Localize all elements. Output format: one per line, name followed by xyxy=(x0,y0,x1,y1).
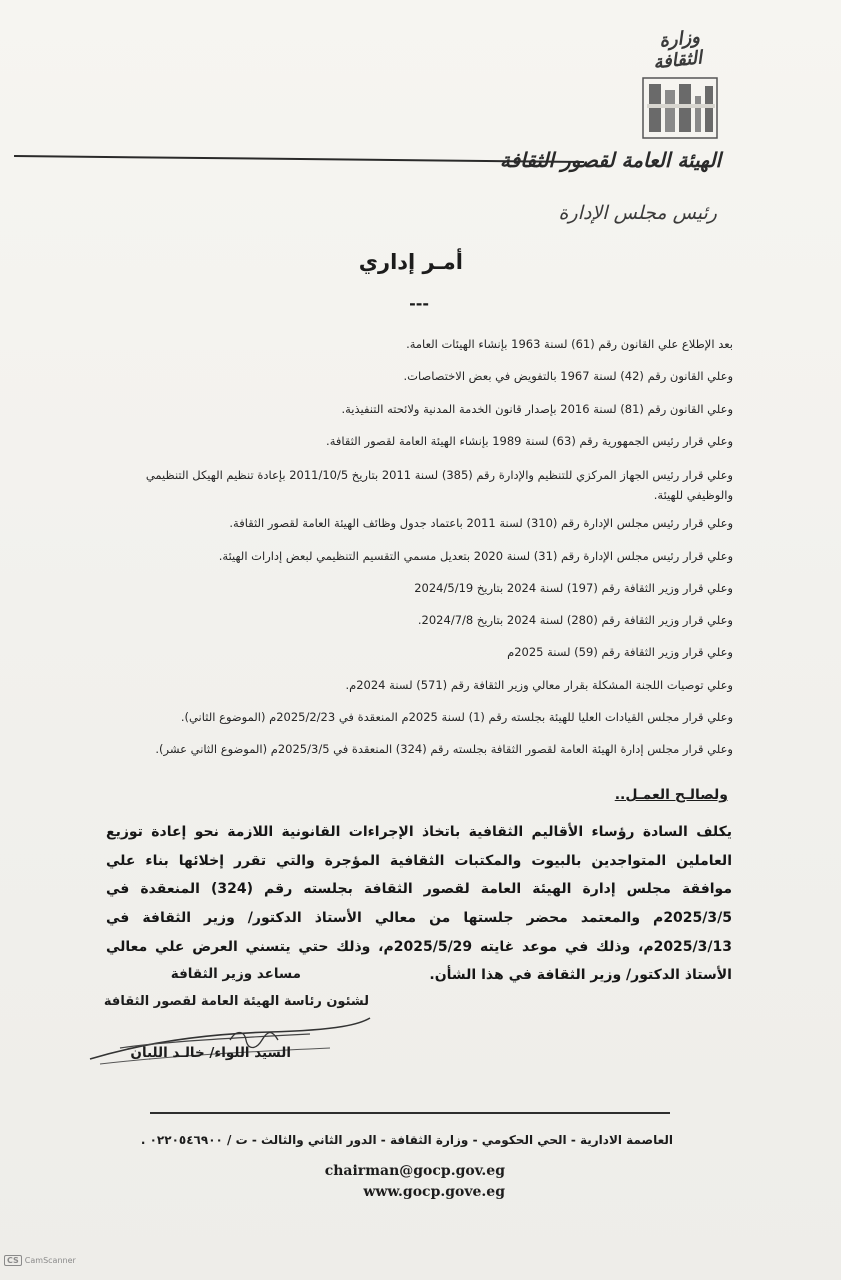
authority-name: الهيئة العامة لقصور الثقافة xyxy=(499,148,721,172)
preamble-item: وعلي قرار وزير الثقافة رقم (280) لسنة 2024 بتاريخ 2024/7/8. xyxy=(417,613,733,627)
for-benefit-heading: ولصالـح العمـل.. xyxy=(614,787,728,803)
signatory-subtitle: لشئون رئاسة الهيئة العامة لقصور الثقافة xyxy=(103,994,369,1009)
preamble-item: وعلي قرار رئيس مجلس الإدارة رقم (310) لسنة 2011 باعتماد جدول وظائف الهيئة العامة لقصور الثقافة. xyxy=(229,516,733,531)
footer-divider xyxy=(150,1112,670,1114)
preamble-item: وعلي قرار وزير الثقافة رقم (59) لسنة 2025م xyxy=(507,645,733,660)
chairman-title: رئيس مجلس الإدارة xyxy=(558,202,717,224)
scanner-label: CamScanner xyxy=(24,1256,76,1265)
signature-scribble-icon xyxy=(80,1004,380,1074)
preamble-item: بعد الإطلاع علي القانون رقم (61) لسنة 1963 بإنشاء الهيئات العامة. xyxy=(406,337,733,351)
preamble-item: وعلي قرار مجلس القيادات العليا للهيئة بجلسته رقم (1) لسنة 2025م المنعقدة في 2025/2/23م (الموضوع الثاني). xyxy=(180,709,733,724)
ministry-name: وزارة الثقافة xyxy=(652,26,704,74)
authority-logo-icon xyxy=(639,76,721,142)
camscanner-icon: CS xyxy=(4,1255,22,1266)
preamble-item: وعلي قرار رئيس الجهاز المركزي للتنظيم والإدارة رقم (385) لسنة 2011 بتاريخ 2011/10/5 بإعادة تنظيم الهيكل التنظيمي والوظيفي للهيئة. xyxy=(145,468,733,503)
preamble-item: وعلي توصيات اللجنة المشكلة بقرار معالي وزير الثقافة رقم (571) لسنة 2024م. xyxy=(345,677,733,692)
preamble-item: وعلي قرار مجلس إدارة الهيئة العامة لقصور الثقافة بجلسته رقم (324) المنعقدة في 2025/3/5م (الموضوع الثاني عشر). xyxy=(155,742,733,756)
preamble-item: وعلي القانون رقم (81) لسنة 2016 بإصدار قانون الخدمة المدنية ولائحته التنفيذية. xyxy=(341,401,733,416)
preamble-list xyxy=(103,336,733,773)
signatory-name: السيد اللواء/ خالـد اللبان xyxy=(130,1045,291,1061)
title-separator: --- xyxy=(409,294,429,313)
decision-paragraph: يكلف السادة رؤساء الأقاليم الثقافية باتخاذ الإجراءات القانونية اللازمة نحو إعادة توزيع العاملين المتواجدين بالبيوت والمكتبات الثقافية المؤجرة والتي تقرر إخلائها بناء علي موافقة مجلس إدارة الهيئة العامة لقصور الثقافة بجلسته رقم (324) المنعقدة في 2025/3/5م والمعتمد محضر جلستها من معالي الأستاذ الدكتور/ وزير الثقافة في 2025/3/13م، وذلك في موعد غايته 2025/5/29م، وذلك حتي يتسني العرض علي معالي الأستاذ الدكتور/ وزير الثقافة في هذا الشأن. xyxy=(106,824,732,984)
signatory-title: مساعد وزير الثقافة xyxy=(170,966,301,982)
preamble-item: وعلي قرار وزير الثقافة رقم (197) لسنة 2024 بتاريخ 2024/5/19 xyxy=(414,580,733,595)
scanner-watermark xyxy=(4,1255,76,1266)
preamble-item: وعلي قرار رئيس مجلس الإدارة رقم (31) لسنة 2020 بتعديل مسمي التقسيم التنظيمي لبعض إدارات الهيئة. xyxy=(218,548,733,563)
preamble-item: وعلي قرار رئيس الجمهورية رقم (63) لسنة 1989 بإنشاء الهيئة العامة لقصور الثقافة. xyxy=(326,433,733,448)
header-divider xyxy=(14,155,584,163)
footer-email-link[interactable]: chairman@gocp.gov.eg xyxy=(324,1163,505,1179)
preamble-item: وعلي القانون رقم (42) لسنة 1967 بالتفويض في بعض الاختصاصات. xyxy=(403,369,733,384)
document-title: أمـر إداري xyxy=(358,250,463,274)
footer-address: العاصمة الادارية - الحي الحكومي - وزارة الثقافة - الدور الثاني والثالث - ت / ٠٢٢٠٥٤٦٩٠٠ . xyxy=(140,1133,673,1147)
footer-website-link[interactable]: www.gocp.gove.eg xyxy=(363,1184,505,1200)
